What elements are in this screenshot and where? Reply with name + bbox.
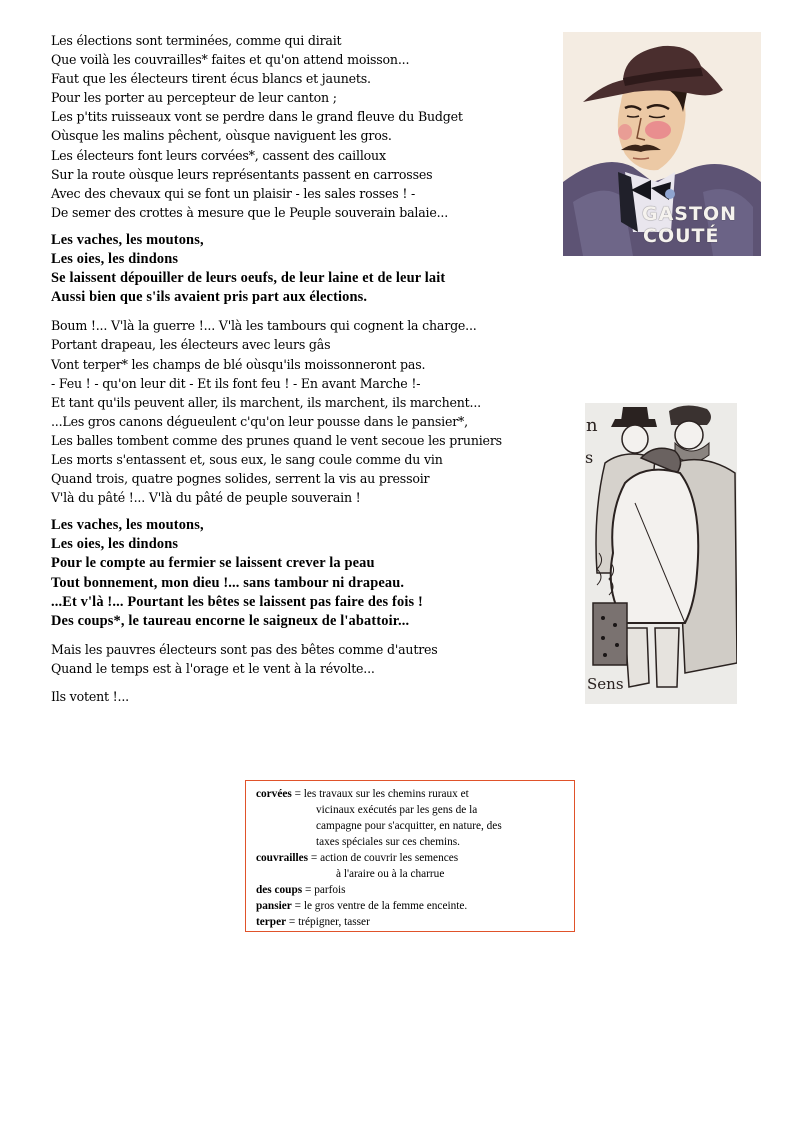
poem-line: Tout bonnement, mon dieu !... sans tambour ni drapeau. <box>51 574 405 591</box>
poem-line: Les p'tits ruisseaux vont se perdre dans le grand fleuve du Budget <box>51 109 463 125</box>
glossary-definition: action de couvrir les semences <box>320 852 459 864</box>
poem-text <box>51 31 571 715</box>
glossary-term: terper <box>256 916 287 928</box>
glossary-term: pansier <box>256 900 292 912</box>
glossary-definition: les travaux sur les chemins ruraux et <box>303 788 469 800</box>
glossary-separator: = <box>286 916 299 928</box>
glossary-entry <box>256 898 566 914</box>
poem-line: Boum !... V'là la guerre !... V'là les tambours qui cognent la charge... <box>51 318 477 334</box>
glossary-term: couvrailles <box>256 852 309 864</box>
poem-line: Portant drapeau, les électeurs avec leurs gâs <box>51 337 331 353</box>
poem-line: De semer des crottes à mesure que le Peuple souverain balaie... <box>51 204 449 220</box>
glossary-definition: à l'araire ou à la charrue <box>336 868 445 880</box>
poem-line: Pour les porter au percepteur de leur canton ; <box>51 90 337 106</box>
glossary-definition: trépigner, tasser <box>298 916 370 928</box>
poem-line: Faut que les électeurs tirent écus blancs et jaunets. <box>51 71 371 87</box>
sketch-fragment-text: Sens <box>587 675 624 693</box>
poem-line: Les balles tombent comme des prunes quand le vent secoue les pruniers <box>51 432 502 448</box>
glossary-separator: = <box>291 788 304 800</box>
poem-line: Les électeurs font leurs corvées*, cassent des cailloux <box>51 147 386 163</box>
poem-line: Avec des chevaux qui se font un plaisir - les sales rosses ! - <box>51 185 416 201</box>
svg-text:n: n <box>586 415 598 436</box>
poem-line: Aussi bien que s'ils avaient pris part aux élections. <box>51 289 368 306</box>
poem-line: Mais les pauvres électeurs sont pas des bêtes comme d'autres <box>51 641 438 657</box>
svg-text:s: s <box>585 448 594 467</box>
glossary-term: corvées <box>256 788 292 800</box>
poem-line: Sur la route oùsque leurs représentants passent en carrosses <box>51 166 433 182</box>
poem-line: Se laissent dépouiller de leurs oeufs, de leur laine et de leur lait <box>51 270 446 287</box>
stanza <box>51 687 571 706</box>
poem-line: Les oies, les dindons <box>51 536 179 553</box>
poem-line: Quand le temps est à l'orage et le vent à la révolte... <box>51 660 375 676</box>
poem-line: Les vaches, les moutons, <box>51 517 204 534</box>
poem-line: Les élections sont terminées, comme qui dirait <box>51 33 342 48</box>
poem-line: Ils votent !... <box>51 689 129 704</box>
glossary-term: des coups <box>256 884 303 896</box>
glossary-entry <box>256 882 566 898</box>
glossary-entry <box>256 850 566 882</box>
stanza <box>51 316 571 507</box>
glossary-box <box>245 780 575 932</box>
poem-line: Des coups*, le taureau encorne le saigneux de l'abattoir... <box>51 612 410 629</box>
glossary-definition: vicinaux exécutés par les gens de la <box>316 804 478 816</box>
poem-line: - Feu ! - qu'on leur dit - Et ils font feu ! - En avant Marche !- <box>51 375 421 391</box>
poem-line: Oùsque les malins pêchent, oùsque naviguent les gros. <box>51 128 392 144</box>
glossary-entry <box>256 786 566 850</box>
glossary-entry <box>256 914 566 930</box>
glossary-definition: le gros ventre de la femme enceinte. <box>303 900 468 912</box>
poem-line: ...Et v'là !... Pourtant les bêtes se laissent pas faire des fois ! <box>51 593 423 610</box>
glossary-definition: parfois <box>314 884 346 896</box>
glossary-definition: taxes spéciales sur ces chemins. <box>316 836 460 848</box>
poem-line: Pour le compte au fermier se laissent crever la peau <box>51 555 375 572</box>
portrait-image <box>563 32 761 256</box>
poem-line: V'là du pâté !... V'là du pâté de peuple souverain ! <box>51 490 361 506</box>
poem-line: Que voilà les couvrailles* faites et qu'on attend moisson... <box>51 52 410 68</box>
glossary-separator: = <box>308 852 321 864</box>
stanza <box>51 31 571 222</box>
poem-line: Les vaches, les moutons, <box>51 231 204 248</box>
poem-line: Les oies, les dindons <box>51 251 179 268</box>
poem-line: Les morts s'entassent et, sous eux, le sang coule comme du vin <box>51 451 443 467</box>
stanza <box>51 231 571 307</box>
poem-line: ...Les gros canons dégueulent c'qu'on leur pousse dans le pansier*, <box>51 413 468 429</box>
stanza <box>51 516 571 631</box>
poem-line: Quand trois, quatre pognes solides, serrent la vis au pressoir <box>51 471 430 487</box>
sketch-image <box>585 403 737 704</box>
poem-line: Et tant qu'ils peuvent aller, ils marchent, ils marchent, ils marchent... <box>51 394 481 410</box>
glossary-definition: campagne pour s'acquitter, en nature, des <box>316 820 502 832</box>
glossary-separator: = <box>302 884 315 896</box>
stanza <box>51 640 571 678</box>
poem-line: Vont terper* les champs de blé oùsqu'ils moissonneront pas. <box>51 356 426 372</box>
portrait-caption-line2: COUTÉ <box>643 225 720 247</box>
sketch-illustration-icon <box>585 403 737 704</box>
portrait-caption-line1: GASTON <box>642 203 737 225</box>
glossary-separator: = <box>291 900 304 912</box>
